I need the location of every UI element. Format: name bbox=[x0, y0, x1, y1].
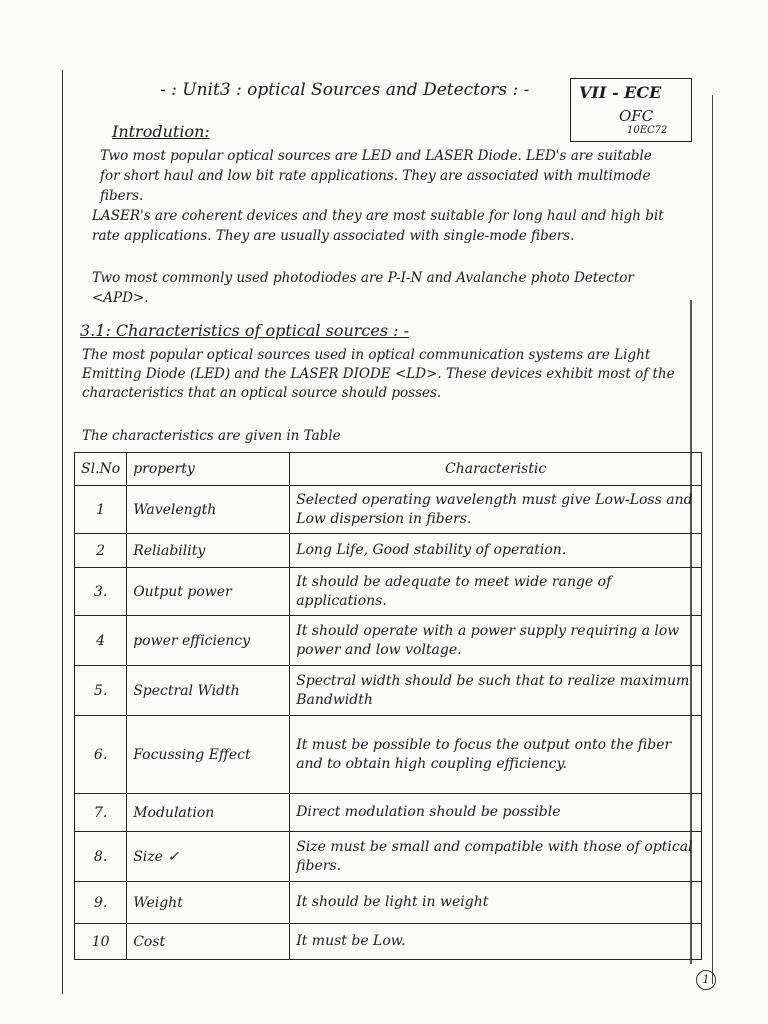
header-sl-no: Sl.No bbox=[75, 453, 127, 486]
table-row bbox=[75, 832, 702, 882]
table-row bbox=[75, 666, 702, 716]
header-characteristic: Characteristic bbox=[290, 453, 702, 486]
table-row bbox=[75, 568, 702, 616]
row-sl-no: 3. bbox=[75, 568, 127, 616]
section-heading: 3.1: Characteristics of optical sources : - bbox=[80, 321, 410, 340]
table-row bbox=[75, 616, 702, 666]
characteristics-table bbox=[74, 452, 702, 960]
intro-paragraph-2: LASER's are coherent devices and they are most suitable for long haul and high bit rate applications. They are usually associated with single-mode fibers. bbox=[92, 208, 664, 244]
course-class: VII - ECE bbox=[579, 83, 662, 102]
intro-paragraph-1: Two most popular optical sources are LED and LASER Diode. LED's are suitable for short haul and low bit rate applications. They are associated with multimode fibers. bbox=[100, 148, 652, 204]
table-header-row bbox=[75, 453, 702, 486]
table-row bbox=[75, 794, 702, 832]
section-paragraph: The most popular optical sources used in optical communication systems are Light Emitting Diode (LED) and the LASER DIODE <LD>. These devices exhibit most of the characteristics that an optical source should posses. bbox=[82, 347, 675, 401]
row-characteristic: Selected operating wavelength must give Low-Loss and Low dispersion in fibers. bbox=[290, 486, 702, 534]
row-property: Cost bbox=[127, 924, 290, 960]
row-characteristic: It should operate with a power supply requiring a low power and low voltage. bbox=[290, 616, 702, 666]
row-characteristic: It must be Low. bbox=[290, 924, 702, 960]
table-row bbox=[75, 486, 702, 534]
row-sl-no: 4 bbox=[75, 616, 127, 666]
row-property: Spectral Width bbox=[127, 666, 290, 716]
row-property: power efficiency bbox=[127, 616, 290, 666]
row-sl-no: 10 bbox=[75, 924, 127, 960]
table-caption: The characteristics are given in Table bbox=[82, 428, 341, 444]
table-row bbox=[75, 534, 702, 568]
course-name: OFC bbox=[619, 107, 654, 125]
row-characteristic: It should be light in weight bbox=[290, 882, 702, 924]
course-code: 10EC72 bbox=[627, 125, 668, 136]
row-characteristic: Direct modulation should be possible bbox=[290, 794, 702, 832]
row-property: Reliability bbox=[127, 534, 290, 568]
right-margin-line bbox=[712, 95, 713, 984]
row-property: Modulation bbox=[127, 794, 290, 832]
row-property: Wavelength bbox=[127, 486, 290, 534]
header-property: property bbox=[127, 453, 290, 486]
row-sl-no: 7. bbox=[75, 794, 127, 832]
intro-heading: Introdution: bbox=[112, 122, 210, 141]
row-sl-no: 2 bbox=[75, 534, 127, 568]
intro-paragraph-3: Two most commonly used photodiodes are P-I-N and Avalanche photo Detector <APD>. bbox=[92, 270, 634, 306]
row-characteristic: It should be adequate to meet wide range of applications. bbox=[290, 568, 702, 616]
table-row bbox=[75, 924, 702, 960]
course-tag-box bbox=[570, 78, 692, 142]
row-characteristic: Long Life, Good stability of operation. bbox=[290, 534, 702, 568]
table-row bbox=[75, 716, 702, 794]
table-row bbox=[75, 882, 702, 924]
margin-line bbox=[62, 70, 63, 994]
row-sl-no: 9. bbox=[75, 882, 127, 924]
row-characteristic: Size must be small and compatible with those of optical fibers. bbox=[290, 832, 702, 882]
row-characteristic: It must be possible to focus the output onto the fiber and to obtain high coupling efficiency. bbox=[290, 716, 702, 794]
page-number: 1 bbox=[696, 970, 716, 990]
row-sl-no: 1 bbox=[75, 486, 127, 534]
row-property: Weight bbox=[127, 882, 290, 924]
row-property: Output power bbox=[127, 568, 290, 616]
unit-title: - : Unit3 : optical Sources and Detectors : - bbox=[160, 80, 530, 100]
row-property: Size ✓ bbox=[127, 832, 290, 882]
row-sl-no: 6. bbox=[75, 716, 127, 794]
row-characteristic: Spectral width should be such that to realize maximum Bandwidth bbox=[290, 666, 702, 716]
row-sl-no: 8. bbox=[75, 832, 127, 882]
row-property: Focussing Effect bbox=[127, 716, 290, 794]
row-sl-no: 5. bbox=[75, 666, 127, 716]
